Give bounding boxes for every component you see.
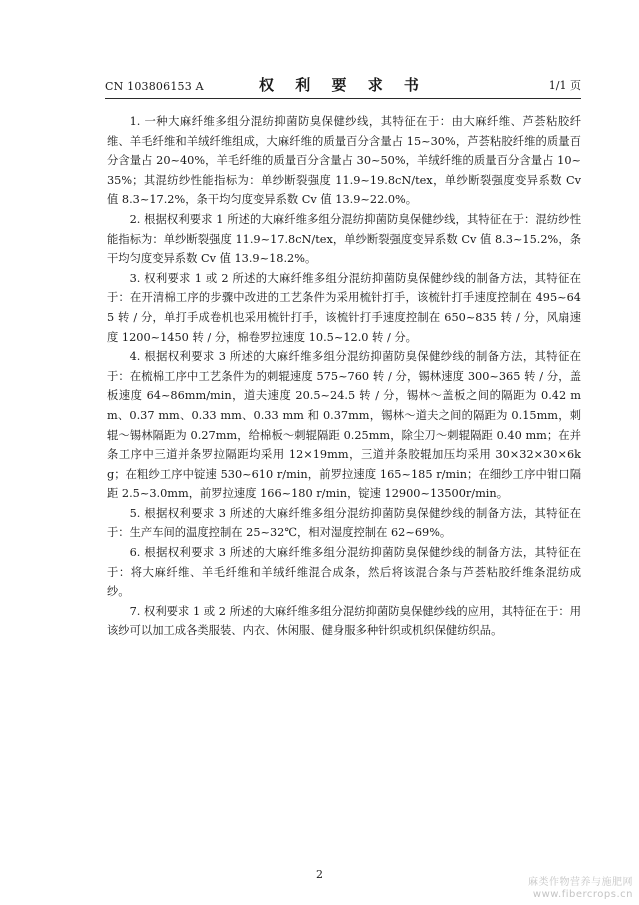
claim-4: 4. 根据权利要求 3 所述的大麻纤维多组分混纺抑菌防臭保健纱线的制备方法，其特征在于：在梳棉工序中工艺条件为的刺辊速度 575~760 转 / 分，锡林速度 300~365 转 / 分，盖板速度 64~86mm/min，道夫速度 20.5~24.5 转 / 分，锡林～盖板之间的隔距为 0.42 mm、0.37 mm、0.33 mm、0.33 mm 和 0.37mm，锡林～道夫之间的隔距为 0.15mm，刺辊～锡林隔距为 0.27mm，给棉板～刺辊隔距 0.25mm，除尘刀～刺辊隔距 0.40 mm；在并条工序中三道并条罗拉隔距均采用 12×19mm，三道并条胶辊加压均采用 30×32×30×6kg；在粗纱工序中锭速 530~610 r/min，前罗拉速度 165~185 r/min；在细纱工序中钳口隔距 2.5~3.0mm，前罗拉速度 166~180 r/min，锭速 12900~13500r/min。	[107, 350, 581, 501]
claim-6: 6. 根据权利要求 3 所述的大麻纤维多组分混纺抑菌防臭保健纱线的制备方法，其特征在于：将大麻纤维、羊毛纤维和羊绒纤维混合成条，然后将该混合条与芦荟粘胶纤维条混纺成纱。	[107, 546, 581, 599]
watermark-url: www.fibercrops.cn	[532, 889, 633, 900]
claim-1: 1. 一种大麻纤维多组分混纺抑菌防臭保健纱线，其特征在于：由大麻纤维、芦荟粘胶纤维、羊毛纤维和羊绒纤维组成，大麻纤维的质量百分含量占 15~30%，芦荟粘胶纤维的质量百分含量占 20~40%，羊毛纤维的质量百分含量占 30~50%，羊绒纤维的质量百分含量占 10~35%；其混纺纱性能指标为：单纱断裂强度 11.9~19.8cN/tex，单纱断裂强度变异系数 Cv 值 8.3~17.2%，条干均匀度变异系数 Cv 值 13.9~22.0%。	[107, 115, 581, 207]
claim-3: 3. 权利要求 1 或 2 所述的大麻纤维多组分混纺抑菌防臭保健纱线的制备方法，其特征在于：在开清棉工序的步骤中改进的工艺条件为采用梳针打手，该梳针打手速度控制在 495~645 转 / 分，单打手成卷机也采用梳针打手，该梳针打手速度控制在 650~835 转 / 分，风扇速度 1200~1450 转 / 分，棉卷罗拉速度 10.5~12.0 转 / 分。	[107, 271, 581, 344]
claim-7: 7. 权利要求 1 或 2 所述的大麻纤维多组分混纺抑菌防臭保健纱线的应用，其特征在于：用该纱可以加工成各类服装、内衣、休闲服、健身服多种针织或机织保健纺织品。	[107, 604, 581, 638]
page-count: 1/1 页	[548, 79, 581, 92]
document-title: 权 利 要 求 书	[259, 76, 427, 94]
publication-number: CN 103806153 A	[105, 80, 204, 93]
claim-2: 2. 根据权利要求 1 所述的大麻纤维多组分混纺抑菌防臭保健纱线，其特征在于：混纺纱性能指标为：单纱断裂强度 11.9~17.8cN/tex，单纱断裂强度变异系数 Cv 值 8.3~15.2%，条干均匀度变异系数 Cv 值 13.9~18.2%。	[107, 212, 581, 266]
claims-section	[107, 112, 581, 641]
claim-5: 5. 根据权利要求 3 所述的大麻纤维多组分混纺抑菌防臭保健纱线的制备方法，其特征在于：生产车间的温度控制在 25~32℃，相对湿度控制在 62~69%。	[107, 506, 581, 540]
site-watermark	[528, 877, 633, 901]
document-header	[105, 76, 581, 99]
watermark-site-name: 麻类作物营养与施肥网	[528, 877, 633, 888]
page-number: 2	[316, 868, 323, 881]
